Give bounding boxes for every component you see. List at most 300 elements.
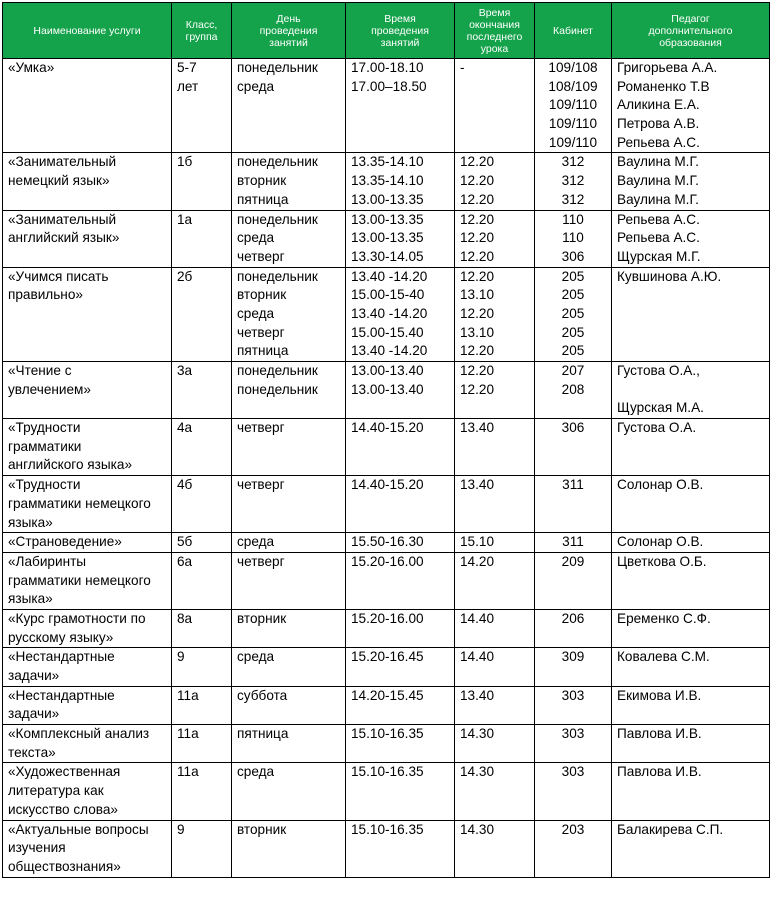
table-row — [3, 763, 770, 820]
time-cell — [346, 59, 455, 153]
teacher-line: Цветкова О.Б. — [617, 553, 707, 569]
time-line: 15.20-16.00 — [351, 610, 424, 626]
time-cell — [346, 210, 455, 267]
service-name-cell — [3, 763, 172, 820]
day-line: понедельник — [237, 154, 318, 170]
room-line: 208 — [561, 381, 585, 397]
day-cell — [232, 59, 346, 153]
grade-line: 5-7 — [177, 60, 197, 75]
service-name-line: «Лабиринты — [8, 553, 87, 569]
teacher-line: Ковалева С.М. — [617, 649, 710, 665]
end-time-line: 12.20 — [460, 268, 495, 284]
day-line: пятница — [237, 343, 289, 359]
end-time-cell — [455, 820, 535, 877]
service-name-line: искусство слова» — [8, 801, 118, 817]
time-cell — [346, 552, 455, 609]
teacher-cell — [612, 820, 770, 877]
room-cell — [535, 153, 612, 210]
service-name-line: грамматики немецкого — [8, 572, 151, 588]
time-line: 15.00-15-40 — [351, 287, 425, 303]
room-line: 306 — [561, 420, 585, 436]
teacher-line: Петрова А.В. — [617, 116, 700, 132]
room-line: 109/110 — [548, 116, 598, 132]
end-time-line: 12.20 — [460, 381, 495, 397]
service-name-line: литература как — [8, 783, 104, 799]
time-line: 13.00-13.35 — [351, 211, 424, 227]
end-time-line: 14.40 — [460, 649, 495, 665]
teacher-cell — [612, 686, 770, 724]
room-line: 303 — [561, 764, 585, 780]
room-cell — [535, 59, 612, 153]
grade-cell — [172, 820, 232, 877]
grade-line: 9 — [177, 821, 185, 837]
day-cell — [232, 419, 346, 476]
end-time-cell — [455, 210, 535, 267]
service-name-line: английского языка» — [8, 457, 133, 473]
grade-line: 9 — [177, 649, 185, 665]
end-time-line: 13.40 — [460, 687, 495, 703]
teacher-cell — [612, 153, 770, 210]
teacher-line: Аликина Е.А. — [617, 97, 700, 113]
end-time-cell — [455, 533, 535, 553]
header-room: Кабинет — [535, 3, 612, 59]
teacher-line: Екимова И.В. — [617, 687, 702, 703]
day-line: вторник — [237, 287, 287, 303]
room-line: 108/109 — [548, 78, 598, 94]
day-cell — [232, 267, 346, 361]
day-line: четверг — [237, 248, 285, 264]
service-name-line: «Умка» — [8, 60, 55, 75]
time-line: 13.00-13.35 — [351, 191, 424, 207]
end-time-line: 12.20 — [460, 211, 495, 227]
time-line: 15.10-16.35 — [351, 726, 424, 742]
grade-line: 2б — [177, 268, 193, 284]
grade-cell — [172, 609, 232, 647]
service-name-line: английский язык» — [8, 230, 120, 246]
end-time-line: 13.10 — [460, 324, 495, 340]
day-cell — [232, 210, 346, 267]
end-time-cell — [455, 725, 535, 763]
grade-cell — [172, 648, 232, 686]
service-name-line: «Трудности — [8, 420, 81, 436]
end-time-line: 13.40 — [460, 420, 495, 436]
day-line: среда — [237, 764, 275, 780]
grade-cell — [172, 686, 232, 724]
room-line: 203 — [561, 821, 585, 837]
teacher-line: Григорьева А.А. — [617, 60, 718, 75]
time-line: 13.40 -14.20 — [351, 268, 428, 284]
service-name-line: «Страноведение» — [8, 534, 122, 550]
service-name-cell — [3, 725, 172, 763]
service-name-line: задачи» — [8, 668, 60, 683]
table-row — [3, 267, 770, 361]
teacher-cell — [612, 725, 770, 763]
room-line: 309 — [561, 649, 585, 665]
grade-line: 1а — [177, 211, 193, 227]
room-line: 109/110 — [548, 134, 598, 150]
room-line: 209 — [561, 553, 585, 569]
room-cell — [535, 362, 612, 419]
teacher-line: Репьева А.С. — [617, 211, 700, 227]
day-line: понедельник — [237, 268, 318, 284]
end-time-line: 12.20 — [460, 363, 495, 378]
teacher-line — [617, 381, 769, 400]
table-row — [3, 820, 770, 877]
day-cell — [232, 476, 346, 533]
grade-line: 1б — [177, 154, 193, 170]
room-cell — [535, 820, 612, 877]
teacher-cell — [612, 210, 770, 267]
service-name-line: «Занимательный — [8, 211, 117, 227]
service-name-cell — [3, 419, 172, 476]
room-line: 312 — [561, 173, 585, 189]
table-row — [3, 686, 770, 724]
service-name-cell — [3, 59, 172, 153]
service-name-cell — [3, 267, 172, 361]
service-name-line: грамматики — [8, 438, 82, 454]
table-row — [3, 609, 770, 647]
grade-cell — [172, 419, 232, 476]
time-line: 15.20-16.45 — [351, 649, 424, 665]
end-time-line: 13.10 — [460, 287, 495, 303]
grade-line: 11а — [177, 687, 199, 703]
teacher-line: Ваулина М.Г. — [617, 191, 699, 207]
table-row — [3, 419, 770, 476]
time-line: 15.10-16.35 — [351, 764, 424, 780]
day-line: понедельник — [237, 60, 318, 75]
table-row — [3, 59, 770, 153]
service-name-line: «Художественная — [8, 764, 121, 780]
room-line: 206 — [561, 610, 585, 626]
end-time-cell — [455, 609, 535, 647]
day-cell — [232, 362, 346, 419]
room-line: 205 — [561, 268, 585, 284]
end-time-cell — [455, 153, 535, 210]
day-cell — [232, 648, 346, 686]
end-time-line: 12.20 — [460, 248, 495, 264]
grade-cell — [172, 763, 232, 820]
day-cell — [232, 763, 346, 820]
end-time-line: 12.20 — [460, 154, 495, 170]
table-body — [3, 59, 770, 878]
grade-line: 11а — [177, 764, 199, 780]
day-line: вторник — [237, 821, 287, 837]
room-line: 311 — [562, 534, 584, 550]
room-line: 306 — [561, 248, 585, 264]
day-line: понедельник — [237, 211, 318, 227]
teacher-line: Павлова И.В. — [617, 726, 702, 742]
teacher-line: Еременко С.Ф. — [617, 610, 711, 626]
teacher-cell — [612, 362, 770, 419]
table-row — [3, 552, 770, 609]
teacher-cell — [612, 419, 770, 476]
header-teacher: Педагог дополнительного образования — [612, 3, 770, 59]
day-cell — [232, 725, 346, 763]
header-end-time: Время окончания последнего урока — [455, 3, 535, 59]
service-name-line: текста» — [8, 744, 56, 760]
time-cell — [346, 686, 455, 724]
day-line: среда — [237, 305, 275, 321]
room-cell — [535, 763, 612, 820]
day-cell — [232, 609, 346, 647]
teacher-line: Густова О.А., — [617, 363, 700, 378]
end-time-line: 12.20 — [460, 173, 495, 189]
teacher-line: Солонар О.В. — [617, 477, 704, 493]
room-line: 205 — [561, 343, 585, 359]
room-cell — [535, 267, 612, 361]
time-line: 15.10-16.35 — [351, 821, 424, 837]
service-name-cell — [3, 362, 172, 419]
day-line: суббота — [237, 687, 288, 703]
time-line: 17.00-18.10 — [351, 60, 424, 75]
service-name-line: «Актуальные вопросы — [8, 821, 149, 837]
room-line: 205 — [561, 305, 585, 321]
service-name-cell — [3, 609, 172, 647]
service-name-cell — [3, 153, 172, 210]
table-row — [3, 648, 770, 686]
service-name-cell — [3, 533, 172, 553]
teacher-line: Густова О.А. — [617, 420, 697, 436]
day-line: четверг — [237, 324, 285, 340]
time-cell — [346, 533, 455, 553]
teacher-cell — [612, 609, 770, 647]
grade-cell — [172, 725, 232, 763]
grade-line: лет — [177, 78, 199, 94]
time-line: 15.20-16.00 — [351, 553, 424, 569]
service-name-line: языка» — [8, 591, 53, 607]
room-cell — [535, 609, 612, 647]
end-time-cell — [455, 476, 535, 533]
table-header — [3, 3, 770, 59]
service-name-line: задачи» — [8, 706, 60, 722]
grade-line: 4а — [177, 420, 193, 436]
header-day: День проведения занятий — [232, 3, 346, 59]
service-name-line: языка» — [8, 514, 53, 530]
day-cell — [232, 820, 346, 877]
room-cell — [535, 648, 612, 686]
day-line: понедельник — [237, 363, 318, 378]
time-cell — [346, 648, 455, 686]
service-name-line: грамматики немецкого — [8, 495, 151, 511]
service-name-cell — [3, 210, 172, 267]
grade-line: 8а — [177, 610, 193, 626]
room-cell — [535, 552, 612, 609]
table-row — [3, 153, 770, 210]
teacher-line: Кувшинова А.Ю. — [617, 268, 722, 284]
schedule-table — [2, 2, 770, 878]
time-cell — [346, 362, 455, 419]
room-line: 109/108 — [548, 60, 598, 75]
end-time-cell — [455, 648, 535, 686]
room-cell — [535, 210, 612, 267]
time-line: 17.00–18.50 — [351, 78, 427, 94]
teacher-line: Репьева А.С. — [617, 230, 700, 246]
end-time-line: 14.30 — [460, 821, 495, 837]
end-time-line: 12.20 — [460, 191, 495, 207]
day-line: понедельник — [237, 381, 318, 397]
teacher-cell — [612, 267, 770, 361]
room-line: 312 — [561, 191, 585, 207]
time-line: 13.30-14.05 — [351, 248, 424, 264]
time-line: 15.50-16.30 — [351, 534, 424, 550]
end-time-cell — [455, 419, 535, 476]
teacher-line: Щурская М.Г. — [617, 248, 701, 264]
day-line: среда — [237, 649, 275, 665]
time-cell — [346, 476, 455, 533]
time-line: 13.00-13.40 — [351, 381, 424, 397]
room-cell — [535, 686, 612, 724]
room-line: 110 — [562, 211, 584, 227]
end-time-cell — [455, 362, 535, 419]
end-time-line: 12.20 — [460, 305, 495, 321]
header-time: Время проведения занятий — [346, 3, 455, 59]
service-name-line: русскому языку» — [8, 629, 114, 645]
end-time-line: 14.30 — [460, 726, 495, 742]
day-line: пятница — [237, 191, 289, 207]
grade-cell — [172, 362, 232, 419]
time-cell — [346, 267, 455, 361]
grade-line: 3а — [177, 363, 193, 378]
room-cell — [535, 533, 612, 553]
time-cell — [346, 153, 455, 210]
teacher-line: Романенко Т.В — [617, 78, 710, 94]
table-row — [3, 476, 770, 533]
grade-cell — [172, 153, 232, 210]
grade-line: 5б — [177, 534, 193, 550]
end-time-cell — [455, 552, 535, 609]
time-line: 13.40 -14.20 — [351, 343, 428, 359]
time-cell — [346, 820, 455, 877]
day-line: четверг — [237, 477, 285, 493]
service-name-line: «Трудности — [8, 477, 81, 493]
time-cell — [346, 763, 455, 820]
service-name-line: изучения — [8, 840, 66, 856]
service-name-line: «Курс грамотности по — [8, 610, 146, 626]
service-name-cell — [3, 552, 172, 609]
time-line: 15.00-15.40 — [351, 324, 424, 340]
teacher-line: Репьева А.С. — [617, 134, 700, 150]
teacher-cell — [612, 648, 770, 686]
grade-cell — [172, 533, 232, 553]
service-name-line: немецкий язык» — [8, 173, 110, 189]
end-time-line: 12.20 — [460, 230, 495, 246]
time-line: 13.35-14.10 — [351, 154, 424, 170]
teacher-line: Павлова И.В. — [617, 764, 702, 780]
end-time-cell — [455, 686, 535, 724]
time-line: 13.40 -14.20 — [351, 305, 428, 321]
time-line: 13.35-14.10 — [351, 173, 424, 189]
grade-cell — [172, 267, 232, 361]
end-time-line: 14.40 — [460, 610, 495, 626]
grade-line: 11а — [177, 726, 199, 742]
header-grade: Класс, группа — [172, 3, 232, 59]
room-line: 110 — [562, 230, 584, 246]
time-cell — [346, 419, 455, 476]
day-line: среда — [237, 534, 275, 550]
teacher-cell — [612, 533, 770, 553]
room-line: 205 — [561, 324, 585, 340]
day-line: среда — [237, 78, 275, 94]
service-name-line: «Занимательный — [8, 154, 117, 170]
service-name-line: «Комплексный анализ — [8, 726, 150, 742]
service-name-cell — [3, 476, 172, 533]
day-cell — [232, 533, 346, 553]
day-line: пятница — [237, 726, 289, 742]
day-line: вторник — [237, 173, 287, 189]
room-line: 207 — [561, 363, 585, 378]
room-line: 205 — [561, 287, 585, 303]
teacher-cell — [612, 763, 770, 820]
service-name-cell — [3, 686, 172, 724]
teacher-line: Щурская М.А. — [617, 400, 704, 416]
grade-cell — [172, 59, 232, 153]
service-name-line: «Чтение с — [8, 363, 72, 378]
table-row — [3, 533, 770, 553]
end-time-line: 14.30 — [460, 764, 495, 780]
time-line: 14.40-15.20 — [351, 477, 424, 493]
time-line: 14.40-15.20 — [351, 420, 424, 436]
day-line: четверг — [237, 420, 285, 436]
time-line: 13.00-13.40 — [351, 363, 424, 378]
room-cell — [535, 419, 612, 476]
room-cell — [535, 476, 612, 533]
teacher-cell — [612, 476, 770, 533]
end-time-cell — [455, 267, 535, 361]
time-cell — [346, 609, 455, 647]
service-name-line: «Нестандартные — [8, 649, 115, 665]
service-name-cell — [3, 820, 172, 877]
room-line: 311 — [562, 477, 584, 493]
day-cell — [232, 686, 346, 724]
day-line: четверг — [237, 553, 285, 569]
end-time-line: 13.40 — [460, 477, 495, 493]
grade-cell — [172, 552, 232, 609]
day-cell — [232, 153, 346, 210]
grade-cell — [172, 476, 232, 533]
end-time-line: 15.10 — [460, 534, 495, 550]
teacher-cell — [612, 552, 770, 609]
grade-cell — [172, 210, 232, 267]
table-row — [3, 362, 770, 419]
time-cell — [346, 725, 455, 763]
table-row — [3, 725, 770, 763]
teacher-line: Солонар О.В. — [617, 534, 704, 550]
day-line: среда — [237, 230, 275, 246]
end-time-line: 14.20 — [460, 553, 495, 569]
teacher-line: Ваулина М.Г. — [617, 154, 699, 170]
end-time-cell — [455, 763, 535, 820]
time-line: 13.00-13.35 — [351, 230, 424, 246]
teacher-line: Балакирева С.П. — [617, 821, 724, 837]
grade-line: 4б — [177, 477, 193, 493]
day-cell — [232, 552, 346, 609]
end-time-line: - — [460, 60, 465, 75]
header-row — [3, 3, 770, 59]
room-cell — [535, 725, 612, 763]
service-name-line: обществознания» — [8, 858, 121, 874]
room-line: 312 — [561, 154, 585, 170]
time-line: 14.20-15.45 — [351, 687, 424, 703]
header-service-name: Наименование услуги — [3, 3, 172, 59]
end-time-cell — [455, 59, 535, 153]
service-name-line: увлечением» — [8, 381, 91, 397]
service-name-line: «Учимся писать — [8, 268, 109, 284]
end-time-line: 12.20 — [460, 343, 495, 359]
service-name-cell — [3, 648, 172, 686]
service-name-line: правильно» — [8, 287, 83, 303]
room-line: 303 — [561, 687, 585, 703]
teacher-line: Ваулина М.Г. — [617, 173, 699, 189]
